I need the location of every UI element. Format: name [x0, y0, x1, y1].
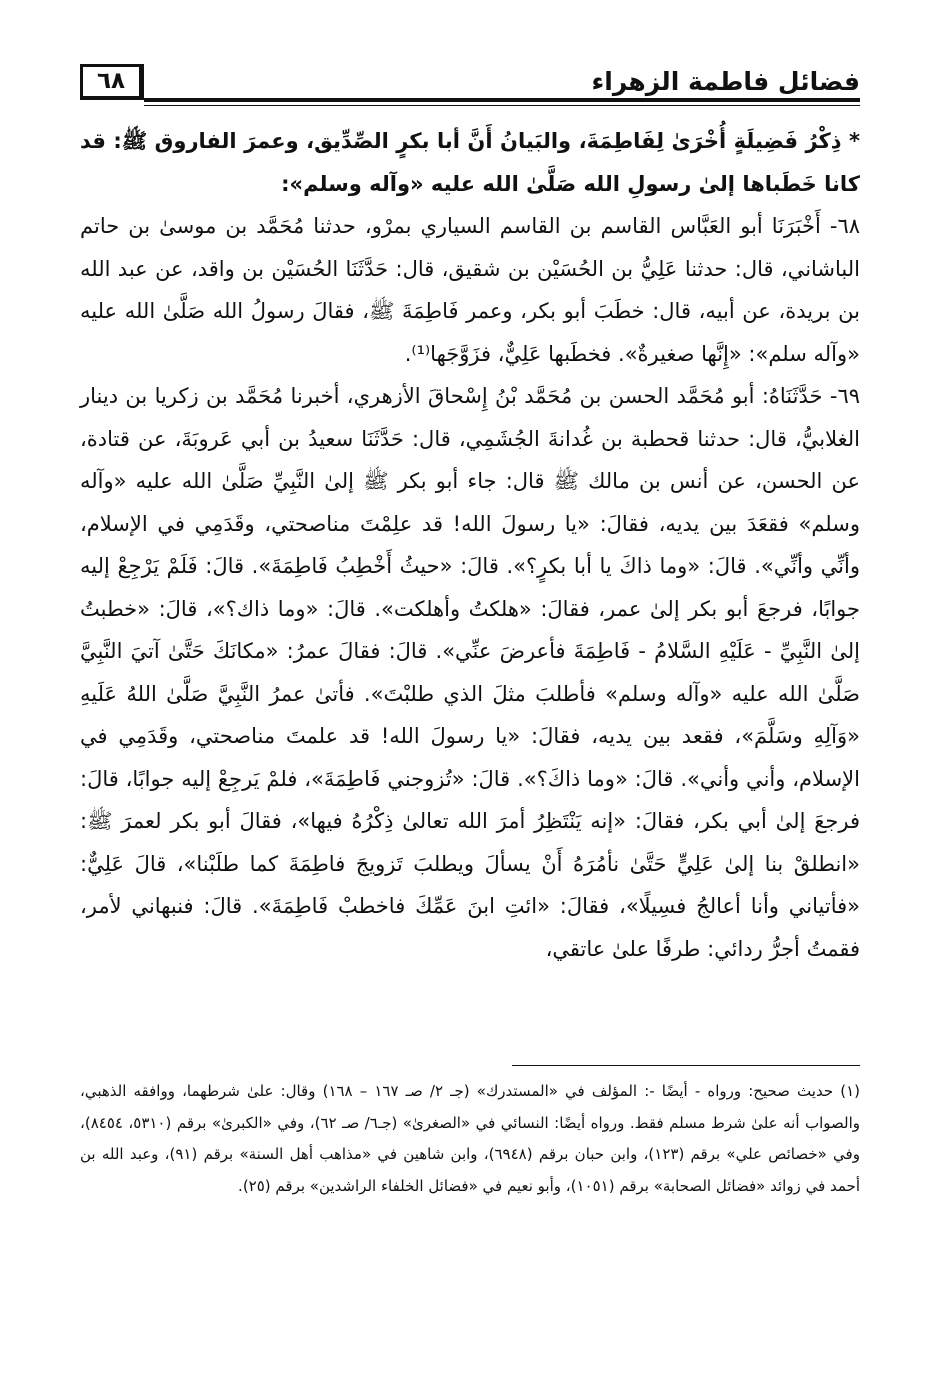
hadith-69: ٦٩- حَدَّثَنَاهُ: أبو مُحَمَّد الحسن بن مُحَمَّد بْنُ إِسْحاقَ الأزهري، أخبرنا مُحَمَّد بن زكريا بن دينار الغلابيُّ، قال: حدثنا قحطبة بن غُدانةَ الجُشَمِي، قال: حَدَّثَنَا سعيدُ بن أبي عَروبَةَ، عن قتادة، عن الحسن، عن أنس بن مالك ﷺ قال: جاء أبو بكر ﷺ إلىٰ النَّبِيِّ صَلَّىٰ الله عليه «وآله وسلم» فقعَدَ بين يديه، فقالَ: «يا رسولَ الله! قد علِمْتَ مناصحتي، وقَدَمِي في الإسلام، وأنِّي وأنِّي». قالَ: «وما ذاكَ يا أبا بكرٍ؟». قالَ: «حيثُ أَخْطِبُ فَاطِمَةَ». قالَ: فَلَمْ يَرْجِعْ إليه جوابًا، فرجعَ أبو بكر إلىٰ عمر، فقالَ: «هلكتُ وأهلكت». قالَ: «وما ذاك؟»، قالَ: «خطبتُ إلىٰ النَّبِيِّ - عَلَيْهِ السَّلامُ - فَاطِمَةَ فأعرضَ عنِّي». قالَ: فقالَ عمرُ: «مكانَكَ حَتَّىٰ آتيَ النَّبِيَّ صَلَّىٰ الله عليه «وآله وسلم» فأطلبَ مثلَ الذي طلبْتَ». فأتىٰ عمرُ النَّبِيَّ صَلَّىٰ اللهُ عَلَيهِ «وَآلِهِ وسَلَّمَ»، فقعد بين يديه، فقالَ: «يا رسولَ الله! قد علمتَ مناصحتي، وقَدَمِي في الإسلام، وأني وأني». قالَ: «وما ذاكَ؟». قالَ: «تُزوجني فَاطِمَةَ»، فلمْ يَرجِعْ إليه جوابًا، قالَ: فرجعَ إلىٰ أبي بكر، فقالَ: «إنه يَنْتَظِرُ أمرَ الله تعالىٰ ذِكْرُهُ فيها»، فقالَ أبو بكر لعمرَ ﷺ: «انطلقْ بنا إلىٰ عَلِيٍّ حَتَّىٰ نأمُرَهُ أَنْ يسألَ ويطلبَ تَزويجَ فاطِمَةَ كما طلَبْنا»، قالَ عَلِيٌّ: «فأتياني وأنا أعالجُ فسِيلًا»، فقالَ: «ائتِ ابنَ عَمِّكَ فاخطبْ فَاطِمَةَ». قالَ: فنبهاني لأمر، فقمتُ أجرُّ ردائي: طرفًا علىٰ عاتقي،: [80, 384, 860, 961]
section-heading: * ذِكْرُ فَضِيلَةٍ أُخْرَىٰ لِفَاطِمَةَ، والبَيانُ أَنَّ أبا بكرٍ الصِّدِّيق، وعمرَ الفاروق ﷺ: قد كانا خَطَباها إلىٰ رسولِ الله صَلَّىٰ الله عليه «وآله وسلم»:: [80, 129, 860, 196]
page-number: ٦٨: [80, 64, 144, 100]
running-title: فضائل فاطمة الزهراء: [591, 67, 860, 96]
footnote-separator: [512, 1065, 860, 1066]
hadith-68: ٦٨- أَخْبَرَنَا أبو العَبَّاس القاسم بن القاسم السياري بمرْو، حدثنا مُحَمَّد بن موسىٰ بن حاتم الباشاني، قال: حدثنا عَلِيُّ بن الحُسَيْن بن شقيق، قال: حَدَّثَنَا الحُسَيْن بن واقد، عن عبد الله بن بريدة، عن أبيه، قال: خطَبَ أبو بكر، وعمر فَاطِمَةَ ﷺ، فقالَ رسولُ الله صَلَّىٰ الله عليه «وآله سلم»: «إِنَّها صغيرةٌ». فخطَبها عَلِيٌّ، فزَوَّجَها⁽¹⁾.: [80, 214, 860, 366]
footnote-1: (١) حديث صحيح: ورواه - أيضًا -: المؤلف في «المستدرك» (جـ ٢/ صـ ١٦٧ – ١٦٨) وقال: علىٰ شرطهما، ووافقه الذهبي، والصواب أنه علىٰ شرط مسلم فقط. ورواه أيضًا: النسائي في «الصغرىٰ» (جـ٦/ صـ ٦٢)، وفي «الكبرىٰ» برقم (٥٣١٠، ٨٤٥٤)، وفي «خصائص علي» برقم (١٢٣)، وابن حبان برقم (٦٩٤٨)، وابن شاهين في «مذاهب أهل السنة» برقم (٩١)، وعبد الله بن أحمد في زوائد «فضائل الصحابة» برقم (١٠٥١)، وأبو نعيم في «فضائل الخلفاء الراشدين» برقم (٢٥).: [80, 1082, 860, 1195]
main-text: [80, 120, 860, 970]
header-rule-thick: [144, 98, 860, 102]
footnotes: [80, 1076, 860, 1202]
page-header: [80, 62, 860, 110]
header-rule-thin: [144, 105, 860, 106]
